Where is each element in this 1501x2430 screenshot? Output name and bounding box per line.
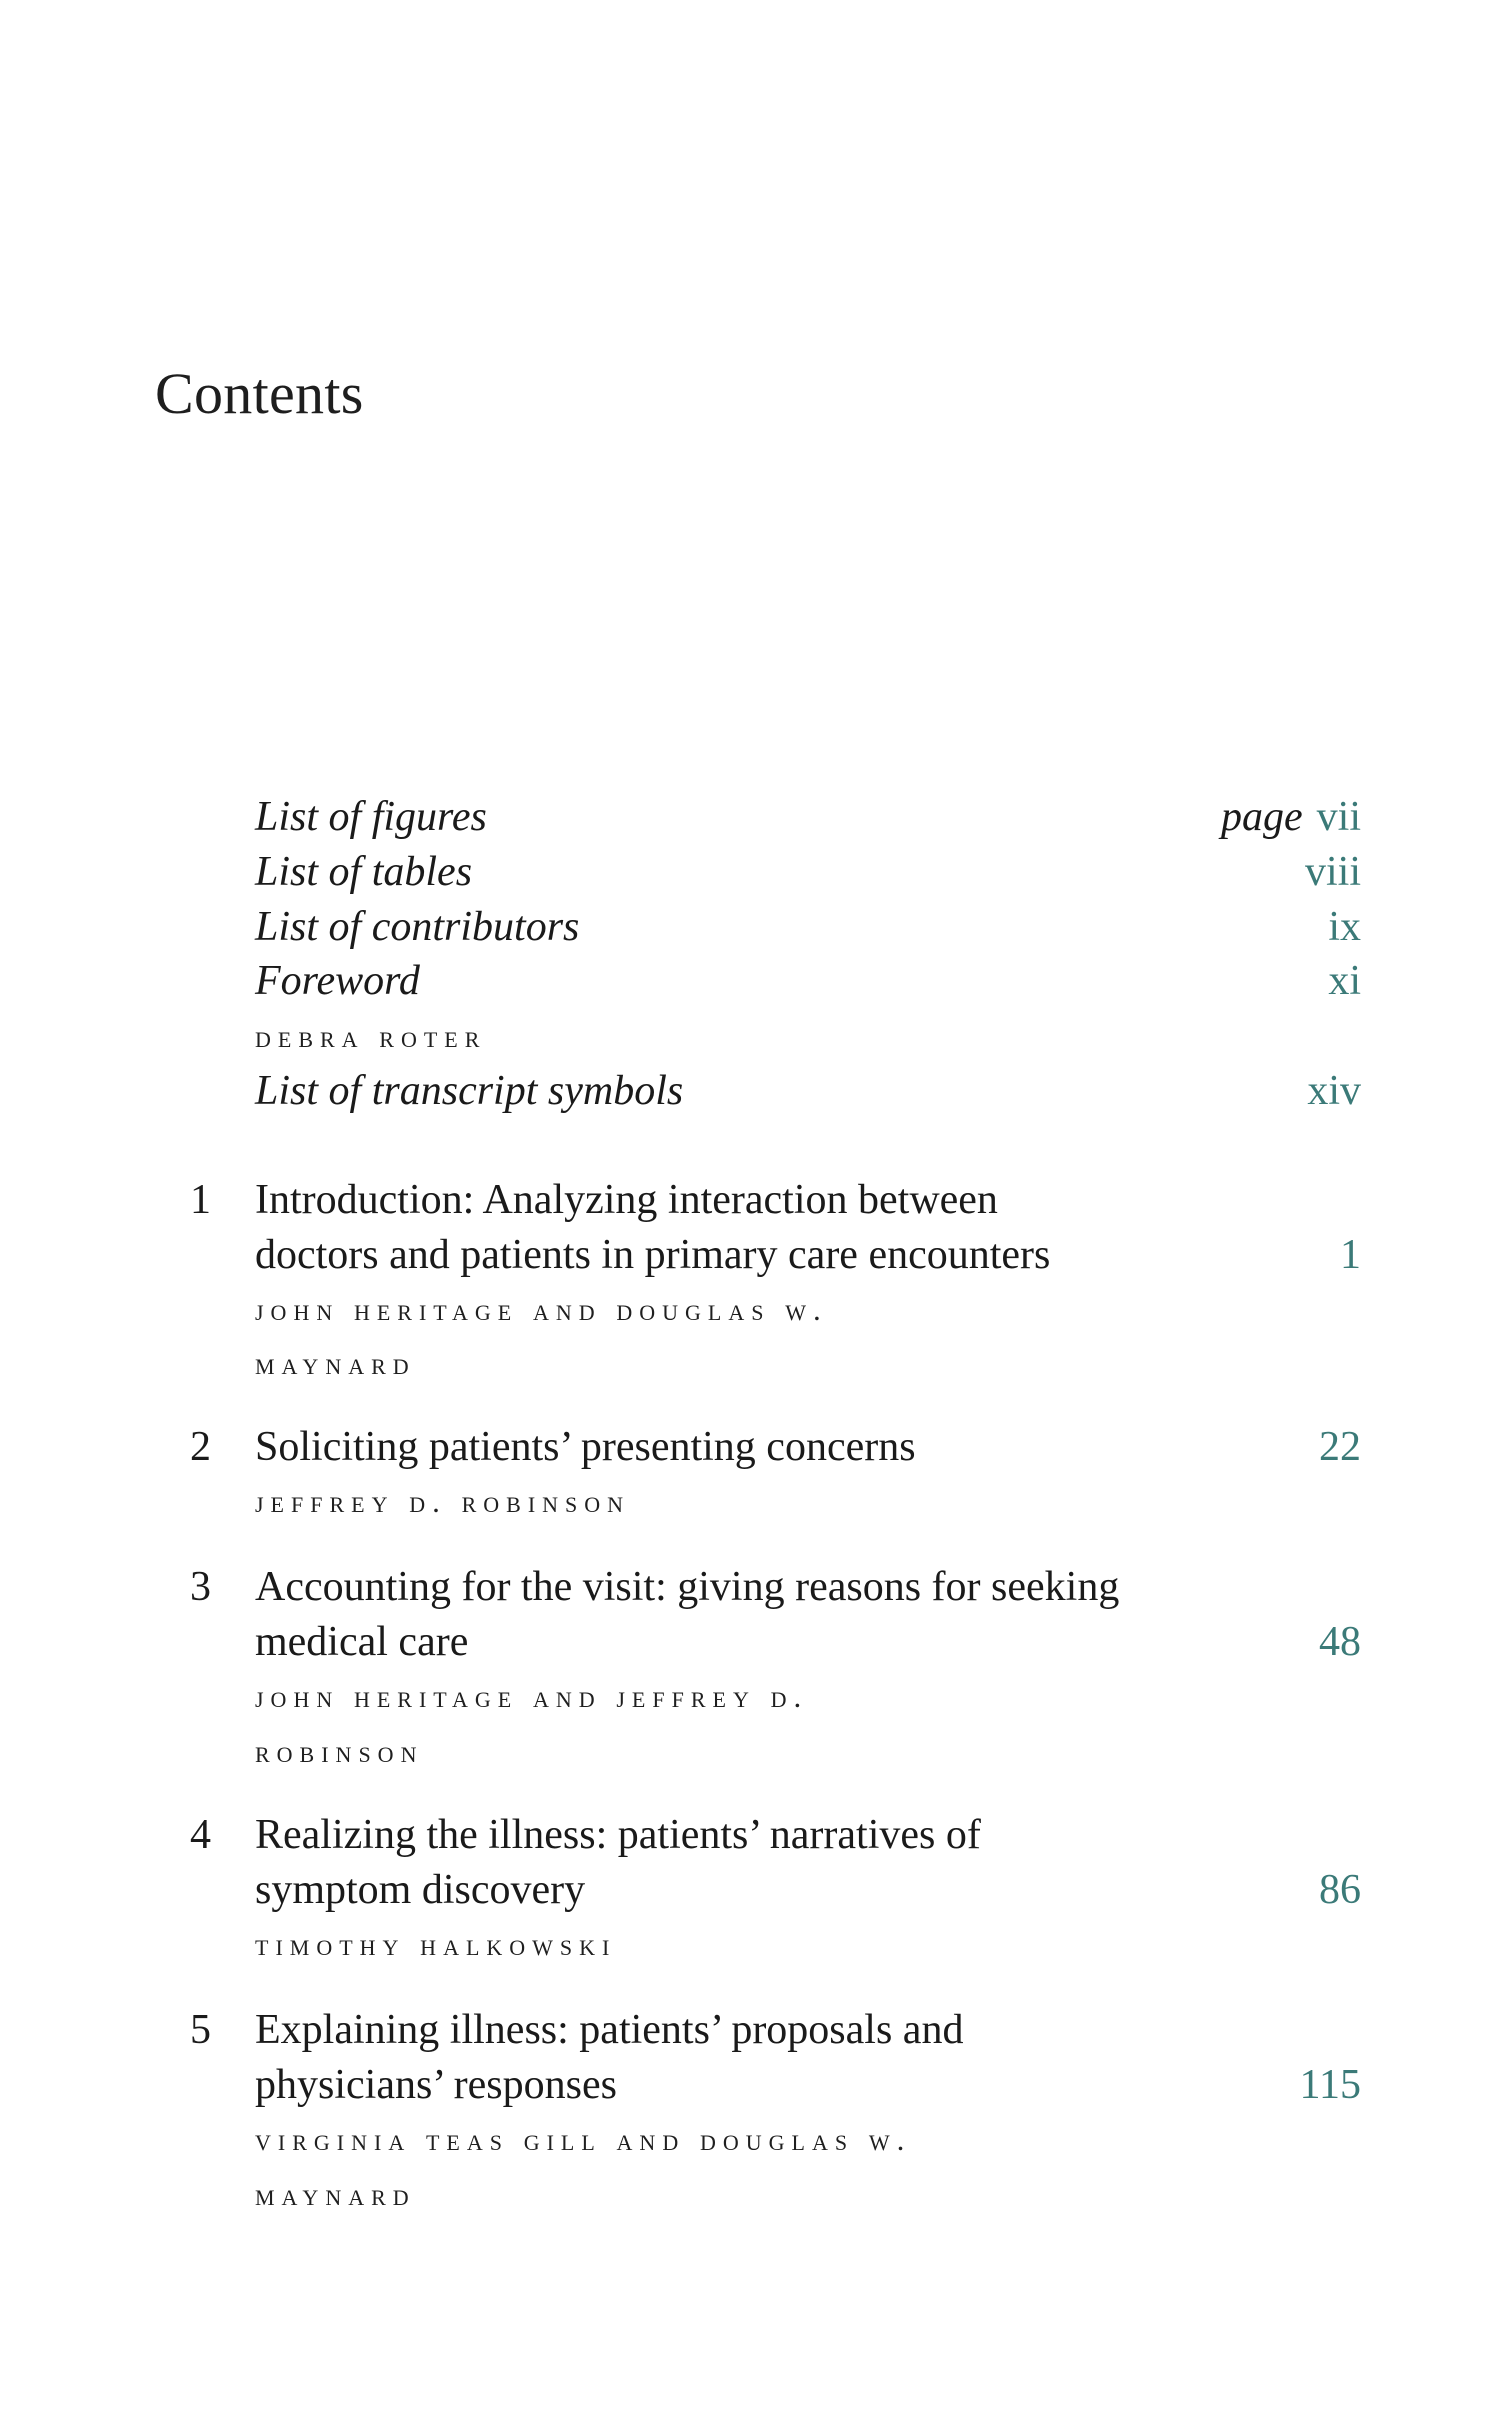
chapter-title-line: Introduction: Analyzing interaction between: [255, 1177, 998, 1223]
toc-author-5: [0, 2113, 1501, 2173]
toc-entry-figures[interactable]: [0, 790, 1501, 850]
toc-author-foreword: [0, 1010, 1501, 1070]
toc-page-number: 86: [1319, 1867, 1361, 1913]
toc-entry-title: List of figures: [255, 794, 487, 840]
chapter-number: 1: [190, 1177, 211, 1223]
toc-page-number: 48: [1319, 1619, 1361, 1665]
chapter-title-line: Soliciting patients’ presenting concerns: [255, 1424, 916, 1470]
toc-author: timothy halkowski: [255, 1927, 617, 1962]
toc-page-number: xiv: [1307, 1068, 1361, 1114]
chapter-title-line: medical care: [255, 1619, 469, 1665]
toc-author-1: [0, 1283, 1501, 1343]
chapter-title-line: Accounting for the visit: giving reasons for seeking: [255, 1564, 1120, 1610]
toc-page-number: 1: [1340, 1232, 1361, 1278]
toc-page-number: xi: [1328, 958, 1361, 1004]
toc-author: john heritage and jeffrey d.: [255, 1679, 809, 1714]
toc-chapter-4-cont[interactable]: [0, 1863, 1501, 1923]
toc-page-number: 22: [1319, 1424, 1361, 1470]
toc-page-number: viii: [1304, 849, 1361, 895]
chapter-title-line: Realizing the illness: patients’ narratives of: [255, 1812, 981, 1858]
toc-author: maynard: [255, 1346, 416, 1381]
chapter-number: 2: [190, 1424, 211, 1470]
toc-entry-foreword[interactable]: [0, 954, 1501, 1014]
toc-chapter-1[interactable]: [0, 1173, 1501, 1233]
toc-entry-title: Foreword: [255, 958, 420, 1004]
chapter-title-line: doctors and patients in primary care encounters: [255, 1232, 1051, 1278]
chapter-number: 5: [190, 2007, 211, 2053]
toc-chapter-1-cont[interactable]: [0, 1228, 1501, 1288]
toc-entry-transcript-symbols[interactable]: [0, 1064, 1501, 1124]
toc-author: maynard: [255, 2177, 416, 2212]
toc-entry-title: List of contributors: [255, 904, 580, 950]
toc-chapter-3-cont[interactable]: [0, 1615, 1501, 1675]
toc-entry-title: List of tables: [255, 849, 473, 895]
chapter-number: 3: [190, 1564, 211, 1610]
toc-author-3: [0, 1670, 1501, 1730]
toc-page-number: [1221, 790, 1361, 844]
toc-entry-title: List of transcript symbols: [255, 1068, 684, 1114]
toc-author: virginia teas gill and douglas w.: [255, 2122, 912, 2157]
toc-chapter-4[interactable]: [0, 1808, 1501, 1868]
toc-author: jeffrey d. robinson: [255, 1484, 631, 1519]
toc-page-number: ix: [1328, 904, 1361, 950]
toc-author-4: [0, 1918, 1501, 1978]
toc-author-5-cont: [0, 2168, 1501, 2228]
toc-author-2: [0, 1475, 1501, 1535]
toc-chapter-5-cont[interactable]: [0, 2058, 1501, 2118]
chapter-title-line: symptom discovery: [255, 1867, 586, 1913]
toc-author: john heritage and douglas w.: [255, 1292, 828, 1327]
page-prefix: page: [1221, 794, 1303, 840]
toc-entry-tables[interactable]: [0, 845, 1501, 905]
toc-chapter-5[interactable]: [0, 2003, 1501, 2063]
page-title: Contents: [155, 361, 364, 426]
toc-chapter-3[interactable]: [0, 1560, 1501, 1620]
toc-entry-contributors[interactable]: [0, 900, 1501, 960]
chapter-title-line: Explaining illness: patients’ proposals and: [255, 2007, 964, 2053]
page-value: vii: [1316, 794, 1361, 840]
toc-author-3-cont: [0, 1725, 1501, 1785]
toc-page-number: 115: [1299, 2062, 1361, 2108]
chapter-title-line: physicians’ responses: [255, 2062, 617, 2108]
toc-author: debra roter: [255, 1019, 487, 1054]
toc-chapter-2[interactable]: [0, 1420, 1501, 1480]
toc-author-1-cont: [0, 1337, 1501, 1397]
toc-author: robinson: [255, 1734, 424, 1769]
chapter-number: 4: [190, 1812, 211, 1858]
